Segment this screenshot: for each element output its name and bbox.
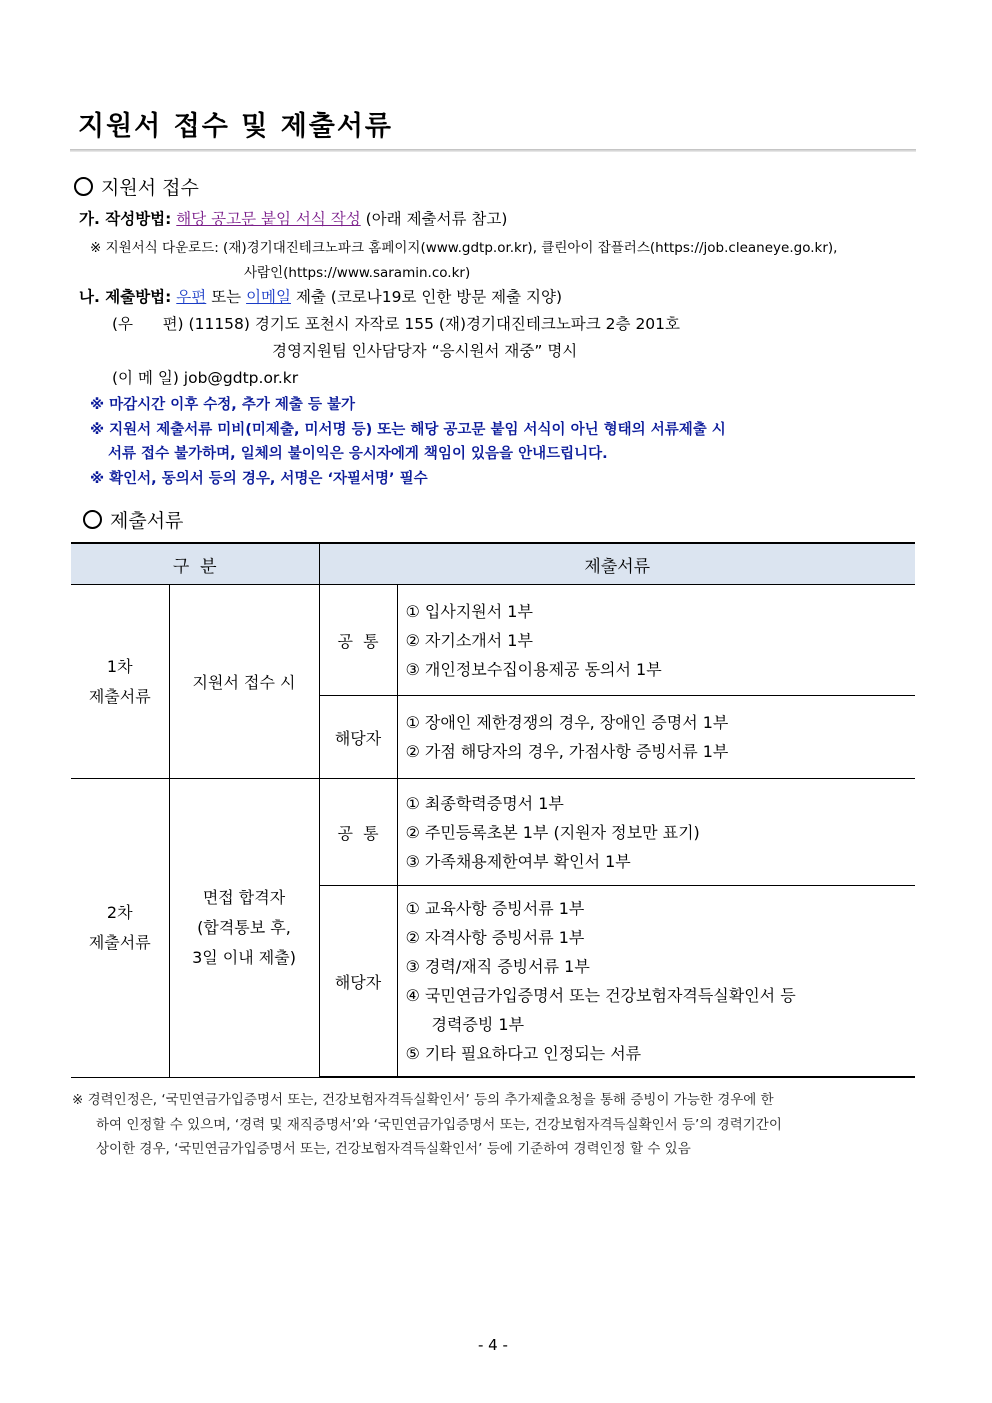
submit-method-line xyxy=(79,285,562,307)
row1-common-items xyxy=(397,585,915,696)
page-number: - 4 - xyxy=(478,1336,508,1354)
stage-2-when xyxy=(169,779,319,1078)
list-item: ① 장애인 제한경쟁의 경우, 장애인 증명서 1부 xyxy=(405,713,729,732)
list-item: ② 자기소개서 1부 xyxy=(405,630,533,650)
post-address-2: 경영지원팀 인사담당자 “응시원서 재중” 명시 xyxy=(272,342,578,360)
table-row xyxy=(71,585,915,696)
list-item: ② 주민등록초본 1부 (지원자 정보만 표기) xyxy=(405,822,700,842)
section-heading-application xyxy=(74,173,199,200)
circle-bullet-icon xyxy=(74,177,93,196)
submit-method-note: 제출 (코로나19로 인한 방문 제출 지양) xyxy=(295,288,563,306)
page-title: 지원서 접수 및 제출서류 xyxy=(78,111,394,142)
list-item: ① 최종학력증명서 1부 xyxy=(405,793,564,813)
list-item: ② 자격사항 증빙서류 1부 xyxy=(405,928,585,947)
submit-post-link[interactable]: 우편 xyxy=(176,288,207,306)
stage-2-cell xyxy=(71,779,169,1078)
row1-applicable-items xyxy=(397,696,915,779)
warning-2b: 서류 접수 불가하며, 일체의 불이익은 응시자에게 책임이 있음을 안내드립니다. xyxy=(108,446,608,462)
section1-heading-text: 지원서 접수 xyxy=(101,177,199,199)
section-heading-documents xyxy=(83,506,183,533)
stage-2-label: 2차 xyxy=(106,902,133,922)
download-line-2: 사람인(https://www.saramin.co.kr) xyxy=(244,265,471,281)
stage-2-when-line: 3일 이내 제출) xyxy=(192,947,296,967)
list-item: ① 입사지원서 1부 xyxy=(405,601,533,621)
table-header-row xyxy=(71,543,915,585)
row1-applicable-label: 해당자 xyxy=(319,696,397,779)
list-item: ③ 경력/재직 증빙서류 1부 xyxy=(405,957,590,976)
documents-table xyxy=(71,542,915,1078)
row2-applicable-items xyxy=(397,886,915,1078)
email-line: (이 메 일) job@gdtp.or.kr xyxy=(112,369,299,387)
stage-2-when-line: 면접 합격자 xyxy=(202,887,286,907)
stage-2-when-line: (합격통보 후, xyxy=(197,917,291,937)
warning-2a: ※ 지원서 제출서류 미비(미제출, 미서명 등) 또는 해당 공고문 붙임 서식이 아닌 형태의 서류제출 시 xyxy=(90,422,726,438)
stage-2-sub: 제출서류 xyxy=(88,932,151,952)
stage-1-label: 1차 xyxy=(106,656,133,676)
row1-common-label: 공 통 xyxy=(319,585,397,696)
stage-1-cell xyxy=(71,585,169,779)
footnote-line-1: ※ 경력인정은, ‘국민연금가입증명서 또는, 건강보험자격득실확인서’ 등의 추가제출요청을 통해 증빙이 가능한 경우에 한 xyxy=(72,1092,774,1108)
list-item: ⑤ 기타 필요하다고 인정되는 서류 xyxy=(405,1044,642,1063)
list-item: ① 교육사항 증빙서류 1부 xyxy=(405,899,585,918)
post-line xyxy=(112,312,680,334)
header-category: 구 분 xyxy=(71,543,319,585)
list-item: ④ 국민연금가입증명서 또는 건강보험자격득실확인서 등 xyxy=(405,986,796,1005)
list-item: ③ 개인정보수집이용제공 동의서 1부 xyxy=(405,659,662,679)
write-method-value: 해당 공고문 붙임 서식 작성 xyxy=(176,210,361,228)
row2-applicable-label: 해당자 xyxy=(319,886,397,1078)
circle-bullet-icon xyxy=(83,510,102,529)
row2-common-label: 공 통 xyxy=(319,779,397,886)
title-underline xyxy=(70,149,916,152)
submit-email-link[interactable]: 이메일 xyxy=(246,288,291,306)
footnote-line-3: 상이한 경우, ‘국민연금가입증명서 또는, 건강보험자격득실확인서’ 등에 기준하여 경력인정 할 수 있음 xyxy=(96,1141,691,1157)
write-method-label: 가. 작성방법: xyxy=(79,210,172,228)
write-method-line xyxy=(79,207,507,229)
post-label: (우 편) xyxy=(112,315,184,333)
download-line-1: ※ 지원서식 다운로드: (재)경기대진테크노파크 홈페이지(www.gdtp.or.kr), 클린아이 잡플러스(https://job.cleaneye.go.kr), xyxy=(90,240,838,256)
list-item: 경력증빙 1부 xyxy=(431,1015,525,1034)
post-address: (11158) 경기도 포천시 자작로 155 (재)경기대진테크노파크 2층 201호 xyxy=(188,315,680,333)
row2-common-items xyxy=(397,779,915,886)
list-item: ② 가점 해당자의 경우, 가점사항 증빙서류 1부 xyxy=(405,742,729,761)
list-item: ③ 가족채용제한여부 확인서 1부 xyxy=(405,851,631,871)
section2-heading-text: 제출서류 xyxy=(110,510,184,532)
stage-1-sub: 제출서류 xyxy=(88,686,151,706)
stage-1-when: 지원서 접수 시 xyxy=(169,585,319,779)
header-documents: 제출서류 xyxy=(319,543,915,585)
write-method-note: (아래 제출서류 참고) xyxy=(365,210,508,228)
footnote-line-2: 하여 인정할 수 있으며, ‘경력 및 재직증명서’와 ‘국민연금가입증명서 또는, 건강보험자격득실확인서 등’의 경력기간이 xyxy=(96,1117,782,1133)
table-row xyxy=(71,779,915,886)
submit-method-label: 나. 제출방법: xyxy=(79,288,172,306)
warning-1: ※ 마감시간 이후 수정, 추가 제출 등 불가 xyxy=(90,397,356,413)
submit-or: 또는 xyxy=(211,288,242,306)
warning-3: ※ 확인서, 동의서 등의 경우, 서명은 ‘자필서명’ 필수 xyxy=(90,471,428,487)
